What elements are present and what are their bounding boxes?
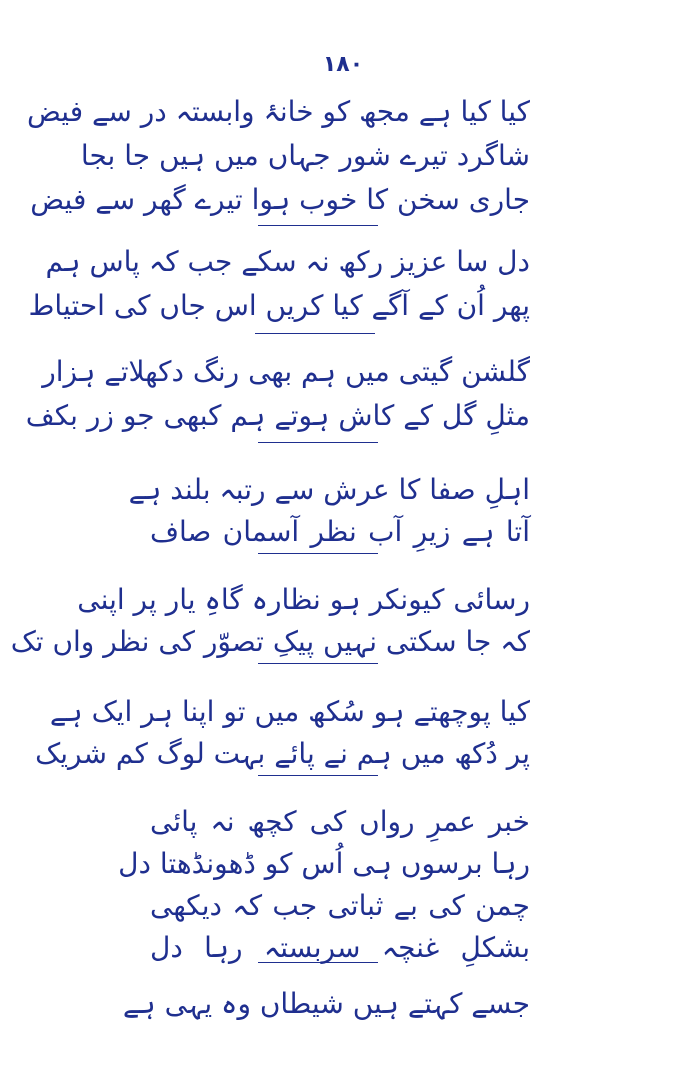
verse-line: جاری سخن کا خوب ہوا تیرے گھر سے فیض (30, 183, 530, 216)
verse-line: پر دُکھ میں ہم نے پائے بہت لوگ کم شریک (35, 737, 530, 770)
page-number: ۱۸۰ (322, 52, 364, 77)
separator-line (258, 663, 378, 664)
verse-line: اہلِ صفا کا عرش سے رتبہ بلند ہے (128, 473, 530, 506)
verse-line: چمن کی بے ثباتی جب کہ دیکھی (150, 889, 530, 922)
verse-line: مثلِ گل کے کاش ہوتے ہم کبھی جو زر بکف (25, 399, 530, 432)
separator-line (255, 333, 375, 334)
verse-line: شاگرد تیرے شور جہاں میں ہیں جا بجا (80, 139, 530, 172)
verse-line: پھر اُن کے آگے کیا کریں اس جاں کی احتیاط (28, 289, 530, 322)
verse-line: کہ جا سکتی نہیں پیکِ تصوّر کی نظر واں تک (10, 625, 530, 658)
verse-line: رہا برسوں ہی اُس کو ڈھونڈھتا دل (118, 847, 530, 880)
separator-line (258, 553, 378, 554)
verse-line: کیا کیا ہے مجھ کو خانۂ وابستہ در سے فیض (26, 95, 530, 128)
verse-line: جسے کہتے ہیں شیطاں وہ یہی ہے (122, 987, 530, 1020)
separator-line (258, 962, 378, 963)
verse-line: رسائی کیونکر ہو نظارہ گاہِ یار پر اپنی (77, 583, 530, 616)
verse-line: گلشن گیتی میں ہم بھی رنگ دکھلاتے ہزار (42, 355, 530, 388)
separator-line (258, 225, 378, 226)
verse-line: کیا پوچھتے ہو سُکھ میں تو اپنا ہر ایک ہے (49, 695, 530, 728)
verse-line: بشکلِ غنچہ سربستہ رہا دل (150, 931, 530, 964)
verse-line: خبر عمرِ رواں کی کچھ نہ پائی (150, 805, 530, 838)
separator-line (258, 442, 378, 443)
verse-line: دل سا عزیز رکھ نہ سکے جب کہ پاس ہم (45, 245, 530, 278)
separator-line (258, 775, 378, 776)
verse-line: آتا ہے زیرِ آب نظر آسمان صاف (150, 515, 530, 548)
